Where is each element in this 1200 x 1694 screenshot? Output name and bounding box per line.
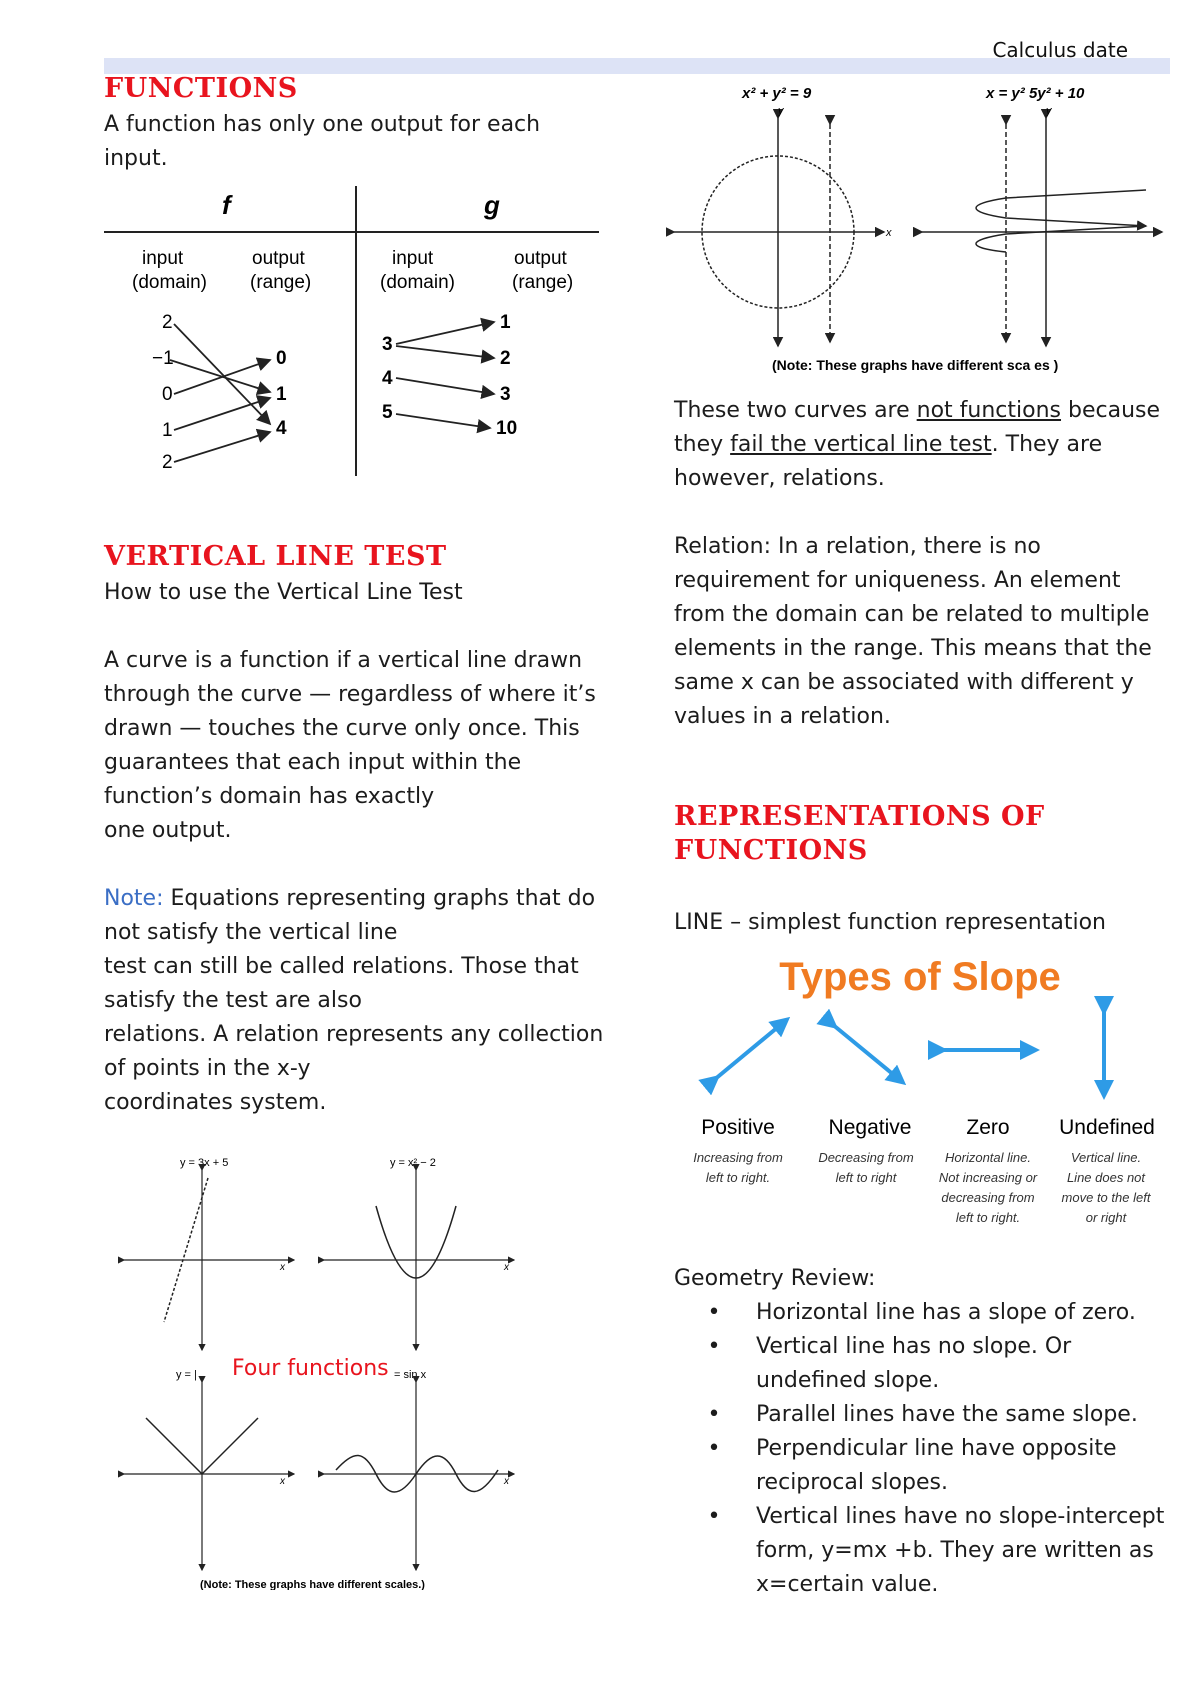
graph1-label: y = 3x + 5 bbox=[180, 1157, 229, 1169]
slope-desc-undefined: move to the left bbox=[1061, 1190, 1151, 1205]
slope-name-negative: Negative bbox=[828, 1116, 912, 1139]
graph2-label: y = x² − 2 bbox=[390, 1157, 436, 1169]
slope-desc-negative: left to right bbox=[835, 1170, 897, 1185]
geometry-bullet: • Horizontal line has a slope of zero. bbox=[707, 1300, 1136, 1325]
g-arrow bbox=[396, 378, 494, 394]
g-output-value: 1 bbox=[500, 312, 511, 333]
types-of-slope-card bbox=[670, 946, 1170, 1236]
vlt-para-line: drawn — touches the curve only once. This bbox=[104, 716, 580, 741]
relations-line: These two curves are not functions because bbox=[674, 398, 1161, 423]
parabola-curve-upper bbox=[976, 190, 1146, 226]
functions-heading: FUNCTIONS bbox=[104, 73, 298, 104]
f-label: f bbox=[222, 190, 231, 220]
g-arrow bbox=[396, 346, 494, 358]
slope-name-zero: Zero bbox=[966, 1116, 1010, 1139]
parabola-equation: x = y² 5y² + 10 bbox=[986, 85, 1085, 102]
parabola-curve-lower bbox=[976, 226, 1146, 252]
f-arrow bbox=[174, 324, 270, 424]
f-input-value: 0 bbox=[162, 384, 173, 405]
geometry-bullet: • Perpendicular line have opposite reciprocal slopes. bbox=[707, 1436, 1117, 1495]
f-output-value: 0 bbox=[276, 348, 287, 369]
geometry-bullet: • Vertical line has no slope. Or undefined slope. bbox=[707, 1334, 1072, 1393]
vertical-line-test-heading: VERTICAL LINE TEST bbox=[104, 541, 447, 572]
note-line: relations. A relation represents any collection bbox=[104, 1022, 604, 1047]
vlt-para-line: one output. bbox=[104, 818, 232, 843]
geometry-bullet: • Parallel lines have the same slope. bbox=[707, 1402, 1138, 1427]
f-input-value: 2 bbox=[162, 312, 173, 333]
function-mapping-diagram bbox=[104, 178, 604, 478]
g-arrow bbox=[396, 322, 494, 344]
line-text: LINE – simplest function representation bbox=[674, 910, 1106, 935]
vlt-para-line: through the curve — regardless of where it’s bbox=[104, 682, 596, 707]
relation-def-line: requirement for uniqueness. An element bbox=[674, 568, 1121, 593]
note-line: satisfy the test are also bbox=[104, 988, 362, 1013]
relations-text-block bbox=[674, 394, 1174, 734]
f-output-value: 4 bbox=[276, 418, 287, 439]
g-output-value: 3 bbox=[500, 384, 511, 405]
g-input-value: 5 bbox=[382, 402, 393, 423]
slope-desc-zero: Not increasing or bbox=[938, 1170, 1038, 1185]
f-input-header-sub: (domain) bbox=[132, 272, 207, 293]
slope-desc-positive: left to right. bbox=[705, 1170, 771, 1185]
g-input-header-sub: (domain) bbox=[380, 272, 455, 293]
note-line: not satisfy the vertical line bbox=[104, 920, 398, 945]
header-title: Calculus date bbox=[992, 38, 1128, 62]
g-input-value: 4 bbox=[382, 368, 393, 389]
slope-title: Types of Slope bbox=[779, 955, 1061, 999]
relation-def-line: elements in the range. This means that the bbox=[674, 636, 1152, 661]
g-input-value: 3 bbox=[382, 334, 393, 355]
slope-desc-undefined: Line does not bbox=[1066, 1170, 1146, 1185]
g-input-header: input bbox=[392, 248, 434, 269]
slope-name-undefined: Undefined bbox=[1059, 1116, 1155, 1139]
not-functions-text: not functions bbox=[916, 398, 1062, 423]
slope-name-positive: Positive bbox=[701, 1116, 775, 1139]
circle-y-label: y bbox=[778, 105, 784, 117]
note-line: of points in the x-y bbox=[104, 1056, 311, 1081]
vertical-line-test-link-text: fail the vertical line test bbox=[730, 432, 992, 457]
slope-desc-negative: Decreasing from bbox=[818, 1150, 914, 1165]
note-text: Equations representing graphs that do bbox=[163, 886, 596, 911]
vlt-text-block bbox=[104, 576, 604, 1120]
circle-equation: x² + y² = 9 bbox=[742, 85, 812, 102]
g-arrow bbox=[396, 414, 490, 428]
geometry-review bbox=[674, 1262, 1184, 1602]
four-functions-label: Four functions bbox=[232, 1356, 389, 1381]
circle-x-label: x bbox=[886, 227, 892, 239]
graph3-x-label: x bbox=[280, 1476, 285, 1487]
slope-desc-undefined: or right bbox=[1085, 1210, 1127, 1225]
negative-slope-arrow bbox=[832, 1024, 900, 1080]
note-line: coordinates system. bbox=[104, 1090, 327, 1115]
f-input-value: −1 bbox=[152, 348, 174, 369]
f-output-value: 1 bbox=[276, 384, 287, 405]
graph1-curve bbox=[164, 1178, 208, 1322]
g-output-header-sub: (range) bbox=[512, 272, 574, 293]
slope-desc-zero: decreasing from bbox=[941, 1190, 1035, 1205]
note-line bbox=[104, 882, 604, 916]
graph4-x-label: x bbox=[504, 1476, 509, 1487]
vlt-para-line: function’s domain has exactly bbox=[104, 784, 435, 809]
g-output-header: output bbox=[514, 248, 567, 269]
f-input-value: 2 bbox=[162, 452, 173, 473]
vlt-subtitle: How to use the Vertical Line Test bbox=[104, 580, 463, 605]
functions-intro: A function has only one output for each input. bbox=[104, 112, 541, 171]
graph1-x-label: x bbox=[280, 1262, 285, 1273]
graph4-label: = sin x bbox=[394, 1369, 427, 1381]
slope-desc-positive: Increasing from bbox=[693, 1150, 783, 1165]
f-input-header: input bbox=[142, 248, 184, 269]
relations-line: however, relations. bbox=[674, 466, 885, 491]
representations-heading: REPRESENTATIONS OF FUNCTIONS bbox=[674, 801, 1045, 866]
relations-line: they fail the vertical line test. They are bbox=[674, 432, 1103, 457]
f-output-header-sub: (range) bbox=[250, 272, 312, 293]
relation-def-line: Relation: In a relation, there is no bbox=[674, 534, 1041, 559]
graph3-label: y = | bbox=[176, 1369, 197, 1381]
relation-def-line: same x can be associated with different y bbox=[674, 670, 1134, 695]
geometry-heading: Geometry Review: bbox=[674, 1266, 876, 1291]
g-output-value: 10 bbox=[496, 418, 518, 439]
f-arrow bbox=[174, 398, 270, 430]
positive-slope-arrow bbox=[714, 1022, 784, 1080]
note-label: Note: bbox=[104, 886, 164, 911]
slope-desc-undefined: Vertical line. bbox=[1070, 1150, 1142, 1165]
nonfunction-note: (Note: These graphs have different sca es ) bbox=[772, 357, 1059, 373]
slope-desc-zero: Horizontal line. bbox=[945, 1150, 1031, 1165]
relation-def-line: values in a relation. bbox=[674, 704, 891, 729]
g-label: g bbox=[484, 190, 500, 220]
note-line: test can still be called relations. Those that bbox=[104, 954, 579, 979]
vlt-para-line: A curve is a function if a vertical line drawn bbox=[104, 648, 583, 673]
f-input-value: 1 bbox=[162, 420, 173, 441]
geometry-bullet: • Vertical lines have no slope-intercept form, y=mx +b. They are written as x=certain value. bbox=[707, 1504, 1165, 1597]
slope-desc-zero: left to right. bbox=[955, 1210, 1021, 1225]
non-function-graphs bbox=[666, 80, 1166, 380]
graph2-x-label: x bbox=[504, 1262, 509, 1273]
f-arrow bbox=[174, 432, 270, 462]
parabola-y-label: y bbox=[1046, 105, 1052, 117]
relation-def-line: from the domain can be related to multiple bbox=[674, 602, 1150, 627]
g-output-value: 2 bbox=[500, 348, 511, 369]
f-output-header: output bbox=[252, 248, 305, 269]
four-graphs-note: (Note: These graphs have different scales.) bbox=[200, 1579, 425, 1590]
vlt-para-line: guarantees that each input within the bbox=[104, 750, 522, 775]
